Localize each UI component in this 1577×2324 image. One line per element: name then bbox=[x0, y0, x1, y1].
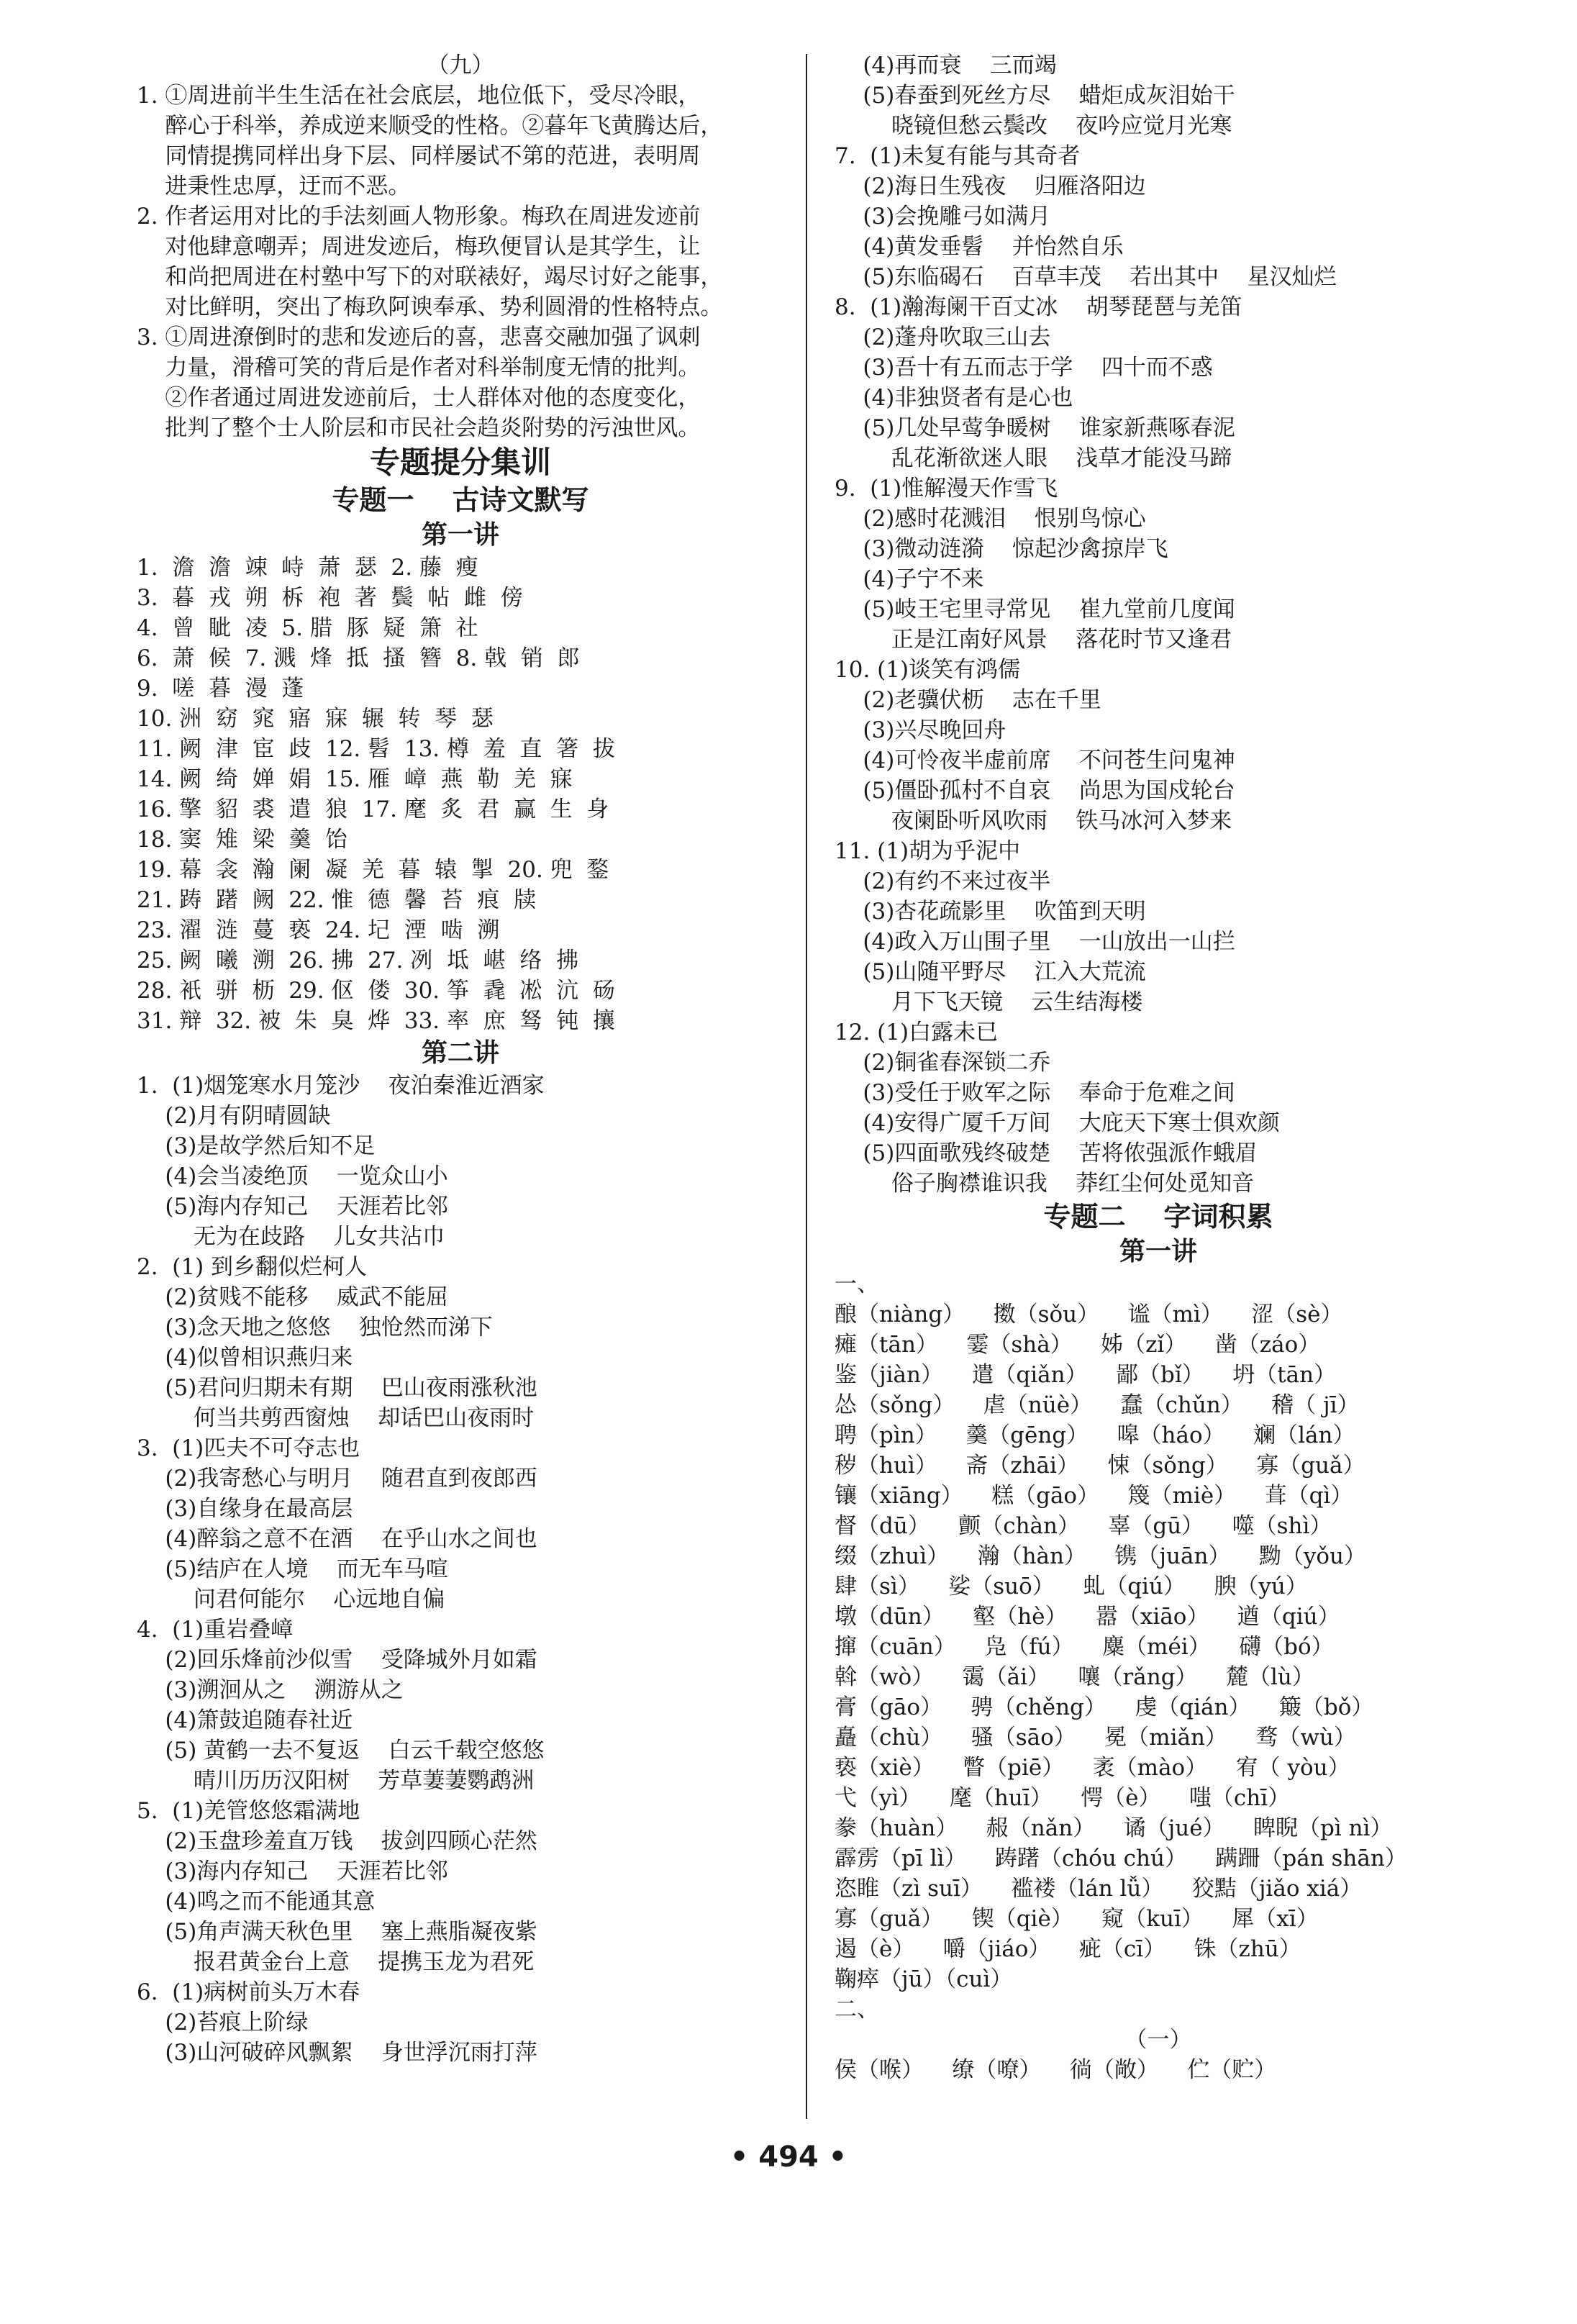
text-line: (2)有约不来过夜半 bbox=[835, 868, 1051, 894]
text-line: 进秉性忠厚，迂而不恶。 bbox=[137, 173, 411, 199]
text-line: 9. (1)惟解漫天作雪飞 bbox=[835, 476, 1058, 501]
text-line: 月下飞天镜 云生结海楼 bbox=[835, 989, 1143, 1015]
text-line: (5)岐王宅里寻常见 崔九堂前几度闻 bbox=[835, 596, 1235, 622]
text-line: （九） bbox=[427, 53, 494, 78]
text-line: 恣睢（zì suī） 褴褛（lán lǚ） 狡黠（jiǎo xiá） bbox=[835, 1876, 1363, 1902]
text-line: 1. ①周进前半生生活在社会底层，地位低下，受尽冷眼， bbox=[137, 83, 701, 109]
text-line: 3. ①周进潦倒时的悲和发迹后的喜，悲喜交融加强了讽刺 bbox=[137, 324, 701, 350]
text-line: (2)蓬舟吹取三山去 bbox=[835, 324, 1051, 350]
text-line: 28. 衹 骈 枥 29. 伛 偻 30. 筝 毳 凇 沆 砀 bbox=[137, 978, 615, 1004]
lecture-heading: 第一讲 bbox=[1119, 1237, 1197, 1266]
text-line: 侯（喉） 缭（嘹） 徜（敞） 伫（贮） bbox=[835, 2057, 1277, 2083]
text-line: 二、 bbox=[835, 1997, 879, 2023]
text-line: (5)几处早莺争暖树 谁家新燕啄春泥 bbox=[835, 415, 1235, 441]
text-line: 酿（niàng） 擞（sǒu） 谧（mì） 涩（sè） bbox=[835, 1302, 1343, 1327]
lecture-heading: 第一讲 bbox=[421, 520, 499, 550]
text-line: 聘（pìn） 羹（gēng） 嗥（háo） 斓（lán） bbox=[835, 1422, 1355, 1448]
text-line: (3)念天地之悠悠 独怆然而涕下 bbox=[137, 1315, 493, 1340]
text-line: 膏（gāo） 骋（chěng） 虔（qián） 簸（bǒ） bbox=[835, 1694, 1374, 1720]
text-line: (4)会当凌绝顶 一览众山小 bbox=[137, 1163, 448, 1189]
text-line: 镶（xiāng） 糕（gāo） 篾（miè） 葺（qì） bbox=[835, 1483, 1353, 1509]
text-line: (4)再而衰 三而竭 bbox=[835, 53, 1057, 78]
text-line: (3)溯洄从之 溯游从之 bbox=[137, 1677, 404, 1703]
text-line: 18. 窦 雉 梁 羹 饴 bbox=[137, 827, 347, 853]
text-line: 怂（sǒng） 虐（nüè） 蠢（chǔn） 稽（ jī） bbox=[835, 1392, 1360, 1418]
text-line: (2)海日生残夜 归雁洛阳边 bbox=[835, 173, 1146, 199]
text-line: 矗（chù） 骚（sāo） 冕（miǎn） 骛（wù） bbox=[835, 1725, 1356, 1751]
text-line: 力量，滑稽可笑的背后是作者对科举制度无情的批判。 bbox=[137, 355, 701, 381]
text-line: 5. (1)羌管悠悠霜满地 bbox=[137, 1798, 360, 1824]
text-line: (5)结庐在人境 而无车马喧 bbox=[137, 1556, 448, 1582]
text-line: 4. (1)重岩叠嶂 bbox=[137, 1617, 294, 1643]
text-line: （一） bbox=[1124, 2027, 1192, 2053]
topic-heading: 专题一 古诗文默写 bbox=[332, 484, 589, 516]
text-line: (5) 黄鹤一去不复返 白云千载空悠悠 bbox=[137, 1738, 545, 1764]
text-line: 4. 曾 眦 凌 5. 腊 豚 疑 箫 社 bbox=[137, 615, 478, 641]
text-line: 鞠瘁（jū）（cuì） bbox=[835, 1966, 1013, 1992]
text-line: 夜阑卧听风吹雨 铁马冰河入梦来 bbox=[835, 808, 1232, 834]
right-column bbox=[835, 50, 1482, 2085]
text-line: 14. 阙 绮 婵 娟 15. 雁 嶂 燕 勒 羌 寐 bbox=[137, 766, 573, 792]
text-line: 2. (1) 到乡翻似烂柯人 bbox=[137, 1254, 368, 1280]
text-line: (5)海内存知己 天涯若比邻 bbox=[137, 1194, 448, 1220]
text-line: 督（dū） 颤（chàn） 辜（gū） 噬（shì） bbox=[835, 1513, 1332, 1539]
text-line: 正是江南好风景 落花时节又逢君 bbox=[835, 627, 1232, 653]
topic-heading: 专题二 字词积累 bbox=[1043, 1201, 1273, 1233]
text-line: (4)非独贤者有是心也 bbox=[835, 385, 1073, 411]
text-line: 豢（huàn） 赧（nǎn） 谲（jué） 睥睨（pì nì） bbox=[835, 1815, 1393, 1841]
text-line: 23. 濯 涟 蔓 亵 24. 圮 湮 啮 溯 bbox=[137, 917, 500, 943]
text-line: (3)兴尽晚回舟 bbox=[835, 717, 1006, 743]
text-line: (2)铜雀春深锁二乔 bbox=[835, 1050, 1051, 1076]
column-divider bbox=[806, 54, 807, 2119]
text-line: ②作者通过周进发迹前后，士人群体对他的态度变化， bbox=[137, 385, 701, 411]
text-line: (5)僵卧孤村不自哀 尚思为国戍轮台 bbox=[835, 778, 1235, 804]
text-line: (4)黄发垂髫 并怡然自乐 bbox=[835, 234, 1124, 260]
text-line: 遏（è） 嚼（jiáo） 疵（cī） 铢（zhū） bbox=[835, 1936, 1301, 1962]
text-line: (5)东临碣石 百草丰茂 若出其中 星汉灿烂 bbox=[835, 264, 1337, 290]
text-line: (2)回乐烽前沙似雪 受降城外月如霜 bbox=[137, 1647, 537, 1673]
text-line: 乱花渐欲迷人眼 浅草才能没马蹄 bbox=[835, 445, 1232, 471]
text-line: 报君黄金台上意 提携玉龙为君死 bbox=[137, 1949, 535, 1975]
text-line: (4)政入万山围子里 一山放出一山拦 bbox=[835, 929, 1235, 955]
text-line: 和尚把周进在村塾中写下的对联裱好，竭尽讨好之能事， bbox=[137, 264, 723, 290]
text-line: (5)山随平野尽 江入大荒流 bbox=[835, 959, 1146, 985]
text-line: 1. (1)烟笼寒水月笼沙 夜泊秦淮近酒家 bbox=[137, 1073, 545, 1099]
text-line: 鉴（jiàn） 遣（qiǎn） 鄙（bǐ） 坍（tān） bbox=[835, 1362, 1337, 1388]
text-line: 瘫（tān） 霎（shà） 姊（zǐ） 凿（záo） bbox=[835, 1332, 1321, 1358]
text-line: (4)子宁不来 bbox=[835, 566, 984, 592]
text-line: 墩（dūn） 壑（hè） 嚣（xiāo） 遒（qiú） bbox=[835, 1604, 1340, 1630]
text-line: (4)醉翁之意不在酒 在乎山水之间也 bbox=[137, 1526, 537, 1552]
text-line: 10. 洲 窈 窕 寤 寐 辗 转 琴 瑟 bbox=[137, 706, 494, 732]
text-line: (3)是故学然后知不足 bbox=[137, 1133, 376, 1159]
text-line: (3)山河破碎风飘絮 身世浮沉雨打萍 bbox=[137, 2040, 537, 2066]
text-line: 9. 嗟 暮 漫 蓬 bbox=[137, 676, 304, 702]
text-line: (3)吾十有五而志于学 四十而不惑 bbox=[835, 355, 1213, 381]
text-line: 16. 擎 貂 裘 遣 狼 17. 麾 炙 君 赢 生 身 bbox=[137, 796, 609, 822]
text-line: (3)会挽雕弓如满月 bbox=[835, 204, 1051, 230]
text-line: 3. (1)匹夫不可夺志也 bbox=[137, 1435, 360, 1461]
text-line: (2)苔痕上阶绿 bbox=[137, 2010, 309, 2035]
text-line: (4)箫鼓追随春社近 bbox=[137, 1707, 353, 1733]
text-line: (4)鸣之而不能通其意 bbox=[137, 1889, 376, 1915]
text-line: 一、 bbox=[835, 1271, 879, 1297]
section-title: 专题提分集训 bbox=[369, 445, 551, 480]
text-line: (2)玉盘珍羞直万钱 拔剑四顾心茫然 bbox=[137, 1828, 537, 1854]
text-line: (5)角声满天秋色里 塞上燕脂凝夜紫 bbox=[137, 1919, 537, 1945]
text-line: 11. 阙 津 宦 歧 12. 髫 13. 樽 羞 直 箸 拔 bbox=[137, 736, 615, 762]
text-line: (3)自缘身在最高层 bbox=[137, 1496, 353, 1522]
text-line: 亵（xiè） 瞥（piē） 袤（mào） 宥（ yòu） bbox=[835, 1755, 1350, 1781]
text-line: 俗子胸襟谁识我 莽红尘何处觅知音 bbox=[835, 1171, 1255, 1197]
text-line: (3)海内存知己 天涯若比邻 bbox=[137, 1858, 448, 1884]
text-line: 10. (1)谈笑有鸿儒 bbox=[835, 657, 1021, 683]
text-line: 3. 暮 戎 朔 柝 袍 著 鬓 帖 雌 傍 bbox=[137, 585, 523, 611]
text-line: 12. (1)白露未已 bbox=[835, 1020, 999, 1045]
left-column bbox=[137, 50, 784, 2068]
text-line: 缀（zhuì） 瀚（hàn） 镌（juān） 黝（yǒu） bbox=[835, 1543, 1367, 1569]
text-line: 寡（guǎ） 锲（qiè） 窥（kuī） 犀（xī） bbox=[835, 1906, 1319, 1932]
text-line: 21. 踌 躇 阙 22. 惟 德 馨 苔 痕 牍 bbox=[137, 887, 536, 913]
text-line: 1. 澹 澹 竦 峙 萧 瑟 2. 藤 瘦 bbox=[137, 555, 478, 581]
text-line: (4)可怜夜半虚前席 不问苍生问鬼神 bbox=[835, 748, 1235, 773]
text-line: (3)微动涟漪 惊起沙禽掠岸飞 bbox=[835, 536, 1168, 562]
text-line: (5)君问归期未有期 巴山夜雨涨秋池 bbox=[137, 1375, 537, 1401]
text-line: 肆（sì） 娑（suō） 虬（qiú） 腴（yú） bbox=[835, 1574, 1308, 1599]
text-line: (4)似曾相识燕归来 bbox=[137, 1345, 353, 1371]
text-line: 无为在歧路 儿女共沾巾 bbox=[137, 1224, 445, 1250]
lecture-heading: 第二讲 bbox=[421, 1038, 499, 1068]
text-line: 31. 辩 32. 被 朱 臭 烨 33. 率 庶 驽 钝 攘 bbox=[137, 1008, 615, 1034]
text-line: (2)感时花溅泪 恨别鸟惊心 bbox=[835, 506, 1146, 532]
text-line: 晓镜但愁云鬓改 夜吟应觉月光寒 bbox=[835, 113, 1232, 139]
text-line: 8. (1)瀚海阑干百丈冰 胡琴琵琶与羌笛 bbox=[835, 294, 1242, 320]
text-line: (3)受任于败军之际 奉命于危难之间 bbox=[835, 1080, 1235, 1106]
text-line: 25. 阙 曦 溯 26. 拂 27. 冽 坻 嵁 络 拂 bbox=[137, 948, 579, 973]
text-line: (2)贫贱不能移 威武不能屈 bbox=[137, 1284, 448, 1310]
text-line: (4)安得广厦千万间 大庇天下寒士俱欢颜 bbox=[835, 1110, 1280, 1136]
text-line: (3)杏花疏影里 吹笛到天明 bbox=[835, 899, 1146, 925]
text-line: 7. (1)未复有能与其奇者 bbox=[835, 143, 1081, 169]
text-line: 同情提携同样出身下层、同样屡试不第的范进，表明周 bbox=[137, 143, 701, 169]
text-line: 醉心于科举，养成逆来顺受的性格。②暮年飞黄腾达后， bbox=[137, 113, 723, 139]
text-line: 问君何能尔 心远地自偏 bbox=[137, 1587, 445, 1612]
text-line: (5)四面歌残终破楚 苦将侬强派作蛾眉 bbox=[835, 1140, 1258, 1166]
text-line: 何当共剪西窗烛 却话巴山夜雨时 bbox=[137, 1405, 535, 1431]
text-line: 对比鲜明，突出了梅玖阿谀奉承、势利圆滑的性格特点。 bbox=[137, 294, 723, 320]
text-line: 6. (1)病树前头万木春 bbox=[137, 1979, 360, 2005]
text-line: 斡（wò） 霭（ǎi） 嚷（rǎng） 麓（lù） bbox=[835, 1664, 1314, 1690]
text-line: 霹雳（pī lì） 踌躇（chóu chú） 蹒跚（pán shān） bbox=[835, 1846, 1407, 1871]
text-line: 弋（yì） 麾（huī） 愕（è） 嗤（chī） bbox=[835, 1785, 1291, 1811]
text-line: 2. 作者运用对比的手法刻画人物形象。梅玖在周进发迹前 bbox=[137, 204, 701, 230]
text-line: 19. 幕 衾 瀚 阑 凝 羌 暮 辕 掣 20. 兜 鍪 bbox=[137, 857, 609, 883]
text-line: (5)春蚕到死丝方尽 蜡炬成灰泪始干 bbox=[835, 83, 1235, 109]
page-number: • 494 • bbox=[730, 2141, 847, 2174]
text-line: 11. (1)胡为乎泥中 bbox=[835, 838, 1021, 864]
text-line: 批判了整个士人阶层和市民社会趋炎附势的污浊世风。 bbox=[137, 415, 701, 441]
text-line: 6. 萧 候 7. 溅 烽 抵 搔 簪 8. 戟 销 郎 bbox=[137, 645, 580, 671]
text-line: (2)老骥伏枥 志在千里 bbox=[835, 687, 1101, 713]
text-line: 晴川历历汉阳树 芳草萋萋鹦鹉洲 bbox=[137, 1768, 535, 1794]
text-line: (2)月有阴晴圆缺 bbox=[137, 1103, 331, 1129]
text-line: (2)我寄愁心与明月 随君直到夜郎西 bbox=[137, 1466, 537, 1492]
text-line: 撺（cuān） 凫（fú） 麋（méi） 礴（bó） bbox=[835, 1634, 1334, 1660]
text-line: 秽（huì） 斋（zhāi） 悚（sǒng） 寡（guǎ） bbox=[835, 1453, 1365, 1479]
text-line: 对他肆意嘲弄；周进发迹后，梅玖便冒认是其学生，让 bbox=[137, 234, 701, 260]
